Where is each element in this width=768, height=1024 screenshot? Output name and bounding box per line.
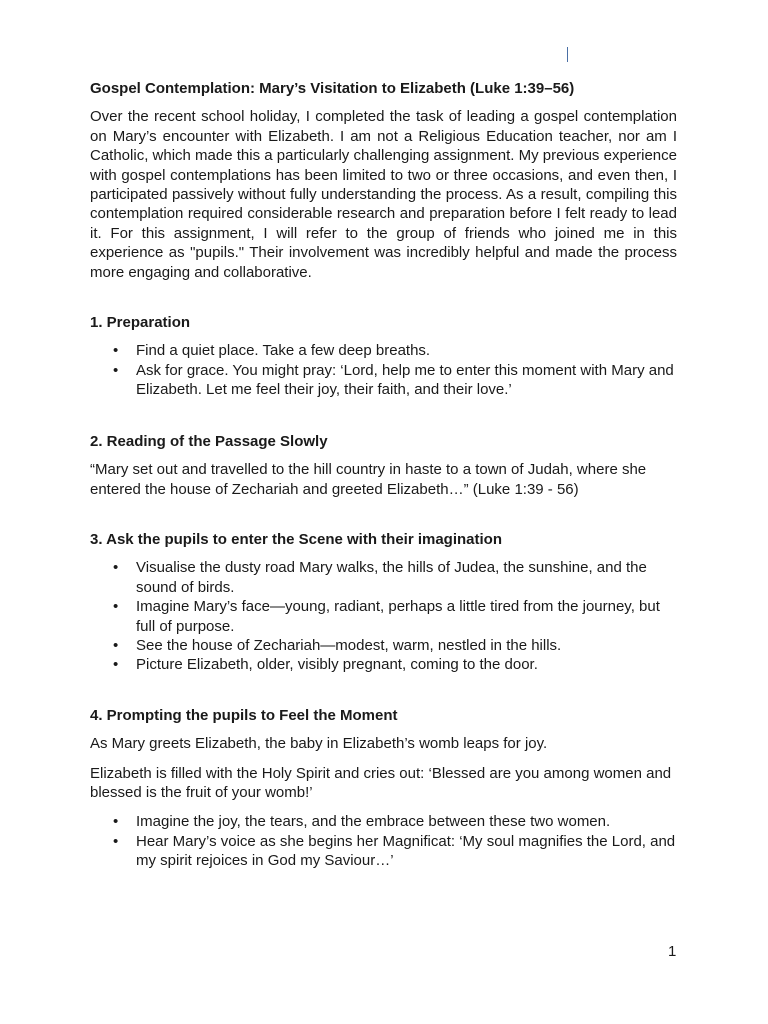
list-item-text: Visualise the dusty road Mary walks, the hills of Judea, the sunshine, and the sound of birds. <box>136 559 647 596</box>
list-item <box>90 558 677 597</box>
list-item-text: Find a quiet place. Take a few deep breaths. <box>136 342 431 360</box>
list-item-text: Ask for grace. You might pray: ‘Lord, help me to enter this moment with Mary and Elizabeth. Let me feel their joy, their faith, and their love.’ <box>136 361 674 399</box>
list-item <box>90 655 677 674</box>
body-paragraph: As Mary greets Elizabeth, the baby in Elizabeth’s womb leaps for joy. <box>90 735 548 753</box>
list-item-text: See the house of Zechariah—modest, warm, nestled in the hills. <box>136 636 562 654</box>
list-item <box>90 636 677 655</box>
list-item-text: Imagine Mary’s face—young, radiant, perhaps a little tired from the journey, but full of purpose. <box>136 598 660 635</box>
bullet-icon: • <box>113 656 119 674</box>
bullet-icon: • <box>113 636 119 654</box>
bullet-icon: • <box>113 342 119 360</box>
section-heading-preparation: 1. Preparation <box>90 314 191 332</box>
passage-quote: “Mary set out and travelled to the hill country in haste to a town of Judah, where she entered the house of Zechariah and greeted Elizabeth…” (Luke 1:39 - 56) <box>90 461 647 498</box>
list-item-text: Hear Mary’s voice as she begins her Magnificat: ‘My soul magnifies the Lord, and my spirit rejoices in God my Saviour…’ <box>136 832 676 870</box>
feel-moment-list <box>90 812 677 870</box>
body-paragraph: Elizabeth is filled with the Holy Spirit and cries out: ‘Blessed are you among women and blessed is the fruit of your womb!’ <box>90 764 672 801</box>
preparation-list <box>90 341 677 399</box>
list-item <box>90 341 677 360</box>
document-title: Gospel Contemplation: Mary’s Visitation to Elizabeth (Luke 1:39–56) <box>90 80 575 97</box>
section-heading-scene: 3. Ask the pupils to enter the Scene with their imagination <box>90 530 503 548</box>
list-item <box>90 361 677 400</box>
list-item <box>90 832 677 871</box>
list-item-text: Imagine the joy, the tears, and the embrace between these two women. <box>136 813 611 831</box>
text-cursor <box>567 47 568 62</box>
bullet-icon: • <box>113 361 119 379</box>
section-heading-reading: 2. Reading of the Passage Slowly <box>90 432 328 450</box>
list-item <box>90 597 677 636</box>
list-item-text: Picture Elizabeth, older, visibly pregnant, coming to the door. <box>136 656 538 674</box>
scene-list <box>90 558 677 674</box>
section-heading-feel-moment: 4. Prompting the pupils to Feel the Moment <box>90 706 398 724</box>
bullet-icon: • <box>113 832 119 850</box>
document-body <box>90 79 677 871</box>
list-item <box>90 812 677 831</box>
bullet-icon: • <box>113 559 119 577</box>
page-number: 1 <box>668 943 677 960</box>
bullet-icon: • <box>113 813 119 831</box>
bullet-icon: • <box>113 598 119 616</box>
intro-paragraph: Over the recent school holiday, I completed the task of leading a gospel contemplation on Mary’s encounter with Elizabeth. I am not a Religious Education teacher, nor am I Catholic, which made this a particularly challenging assignment. My previous experience with gospel contemplations has been limited to two or three occasions, and even then, I participated passively without fully understanding the process. As a result, compiling this contemplation required considerable research and preparation before I felt ready to lead it. For this assignment, I will refer to the group of friends who joined me in this experience as "pupils." Their involvement was incredibly helpful and made the process more engaging and collaborative. <box>90 108 677 281</box>
